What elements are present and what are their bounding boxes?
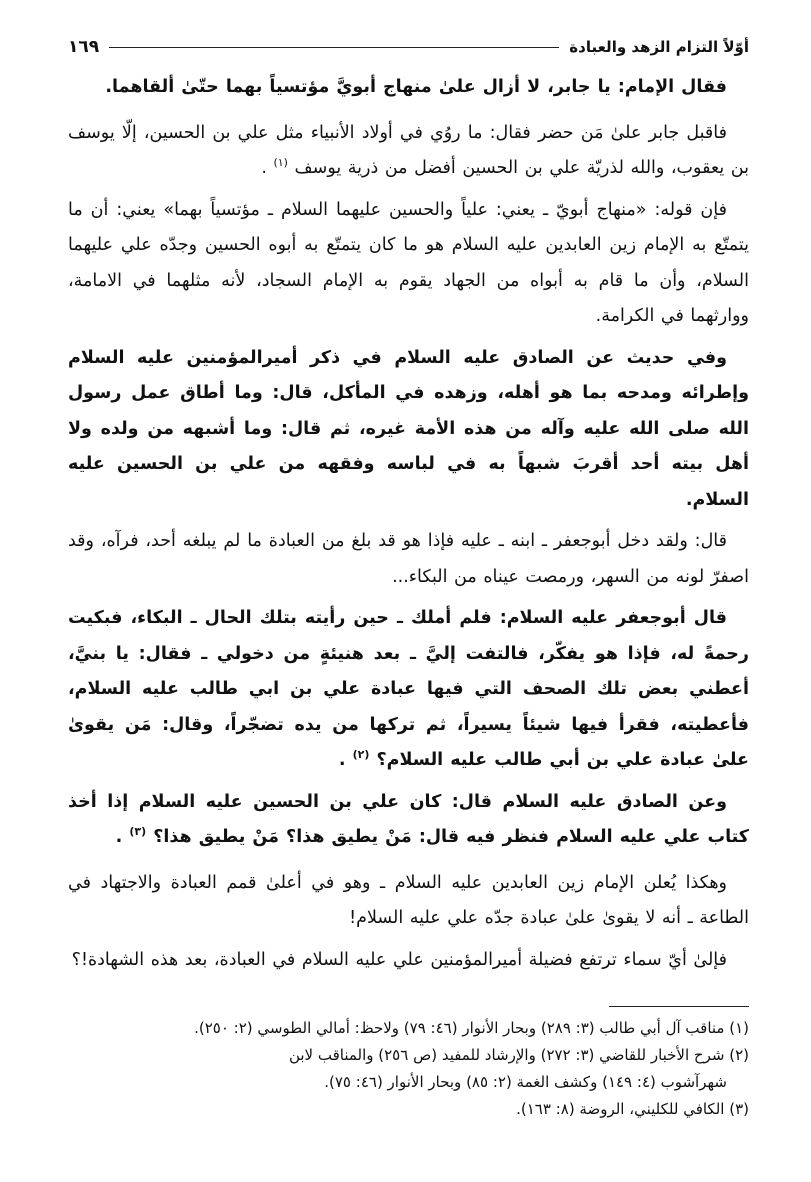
- paragraph: قال أبوجعفر عليه السلام: فلم أملك ـ حين رأيته بتلك الحال ـ البكاء، فبكيت رحمةً له، فإذا هو يفكّر، فالتفت إليَّ ـ بعد هنيئةٍ من دخولي ـ فقال: يا بنيَّ، أعطني بعض تلك الصحف التي فيها عبادة علي بن ابي طالب عليه السلام، فأعطيته، فقرأ فيها شيئاً يسيراً، ثم تركها من يده تضجّراً، وقال: مَن يقوىٰ علىٰ عبادة علي بن أبي طالب عليه السلام؟ $^{(٢)}$ .: [68, 608, 749, 770]
- paragraph-text: فاقبل جابر علىٰ مَن حضر فقال: ما روُي في أولاد الأنبياء مثل علي بن الحسين، إلّا يوسف بن يعقوب، والله لذريّة علي بن الحسين أفضل من ذرية يوسف: [68, 122, 749, 178]
- paragraph-text: قال أبوجعفر عليه السلام: فلم أملك ـ حين رأيته بتلك الحال ـ البكاء، فبكيت رحمةً له، فإذا هو يفكّر، فالتفت إليَّ ـ بعد هنيئةٍ من دخولي ـ فقال: يا بنيَّ، أعطني بعض تلك الصحف التي فيها عبادة علي بن ابي طالب عليه السلام، فأعطيته، فقرأ فيها شيئاً يسيراً، ثم تركها من يده تضجّراً، وقال: مَن يقوىٰ علىٰ عبادة علي بن أبي طالب عليه السلام؟: [68, 608, 749, 770]
- page-number: ١٦٩: [68, 37, 100, 57]
- paragraph: فقال الإمام: يا جابر، لا أزال علىٰ منهاج أبويَّ مؤتسياً بهما حتّىٰ ألقاهما.: [105, 77, 727, 97]
- paragraph: قال: ولقد دخل أبوجعفر ـ ابنه ـ عليه فإذا هو قد بلغ من العبادة ما لم يبلغه أحد، فرآه، وقد اصفرّ لونه من السهر، ورمصت عيناه من البكاء...: [68, 531, 749, 587]
- footnote-ref: (١): [273, 156, 288, 170]
- paragraph: فاقبل جابر علىٰ مَن حضر فقال: ما روُي في أولاد الأنبياء مثل علي بن الحسين، إلّا يوسف بن يعقوب، والله لذريّة علي بن الحسين أفضل من ذرية يوسف $^{(١)}$ .: [68, 122, 749, 178]
- paragraph: وفي حديث عن الصادق عليه السلام في ذكر أميرالمؤمنين عليه السلام وإطرائه ومدحه بما هو أهله، وزهده في المأكل، قال: وما أطاق عمل رسول الله صلى الله عليه وآله من هذه الأمة غيره، ثم قال: وما أشبهه من ولده ولا أهل بيته أحد أقربَ شبهاً به في لباسه وفقهه من علي بن الحسين عليه السلام.: [68, 347, 749, 510]
- footnote: (٣) الكافي للكليني، الروضة (٨: ١٦٣).: [516, 1100, 749, 1118]
- footnote-ref: (٣): [129, 825, 147, 839]
- chapter-title: أوّلاً التزام الزهد والعبادة: [569, 38, 749, 56]
- footnote: (٢) شرح الأخبار للقاضي (٣: ٢٧٢) والإرشاد للمفيد (ص ٢٥٦) والمناقب لابن: [288, 1046, 749, 1064]
- paragraph-text: وعن الصادق عليه السلام قال: كان علي بن الحسين عليه السلام إذا أخذ كتاب علي عليه السلام فنظر فيه قال: مَنْ يطيق هذا؟ مَنْ يطيق هذا؟: [68, 791, 749, 847]
- paragraph: فإلىٰ أيّ سماء ترتفع فضيلة أميرالمؤمنين علي عليه السلام في العبادة، بعد هذه الشهادة!؟: [71, 949, 727, 970]
- paragraph: وعن الصادق عليه السلام قال: كان علي بن الحسين عليه السلام إذا أخذ كتاب علي عليه السلام فنظر فيه قال: مَنْ يطيق هذا؟ مَنْ يطيق هذا؟ $^{(٣)}$ .: [68, 791, 749, 847]
- footnote: (١) مناقب آل أبي طالب (٣: ٢٨٩) وبحار الأنوار (٤٦: ٧٩) ولاحظ: أمالي الطوسي (٢: ٢٥٠).: [194, 1019, 749, 1037]
- footnotes: [68, 1015, 749, 1123]
- paragraph: فإن قوله: «منهاج أبويّ ـ يعني: علياً والحسين عليهما السلام ـ مؤتسياً بهما» يعني: أن ما يتمتّع به الإمام زين العابدين عليه السلام هو ما كان يتمتّع به أبوه الحسين وجدّه علي عليهما السلام، وأن ما قام به أبواه من الجهاد يقوم به الإمام السجاد، لأنه مثلهما في الامامة، ووارثهما في الكرامة.: [68, 199, 749, 326]
- footnote-continuation: شهرآشوب (٤: ١٤٩) وكشف الغمة (٢: ٨٥) وبحار الأنوار (٤٦: ٧٥).: [324, 1073, 727, 1091]
- header-rule: [109, 47, 559, 48]
- footnote-divider: [609, 1006, 749, 1007]
- footnote-ref: (٢): [352, 748, 370, 762]
- paragraph: وهكذا يُعلن الإمام زين العابدين عليه السلام ـ وهو في أعلىٰ قمم العبادة والاجتهاد في الطاعة ـ أنه لا يقوىٰ علىٰ عبادة جدّه علي عليه السلام!: [68, 872, 749, 928]
- main-text: [68, 70, 749, 978]
- running-header: [68, 34, 749, 60]
